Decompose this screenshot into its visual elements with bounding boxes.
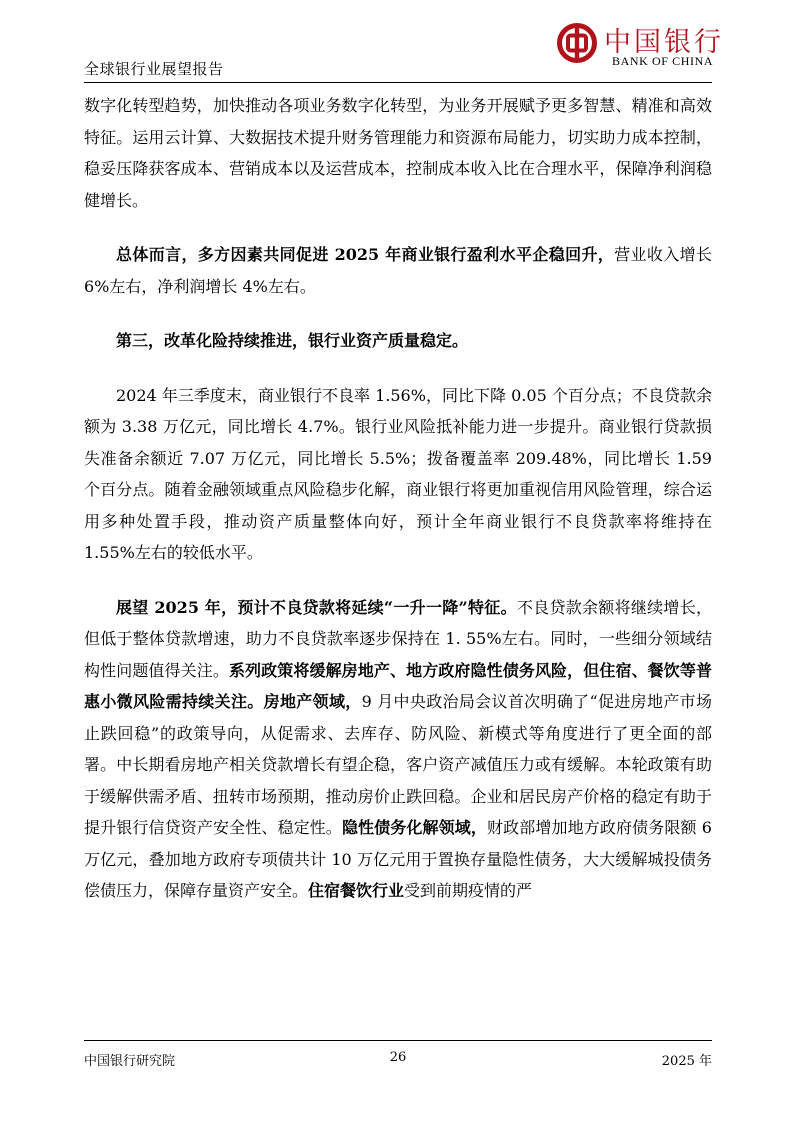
- footer-year: 2025 年: [661, 1054, 712, 1069]
- paragraph-5-bold-2: 系列政策将缓解房地产、地方政府隐性债务风险，但住宿、餐饮等普惠小微风险需持续关注。: [84, 660, 712, 711]
- paragraph-5-bold-5: 住宿餐饮行业: [308, 881, 405, 900]
- paragraph-5-text-4: 受到前期疫情的严: [404, 881, 533, 900]
- page-number: 26: [389, 1050, 407, 1065]
- paragraph-2-bold: 总体而言，多方因素共同促进 2025 年商业银行盈利水平企稳回升，: [116, 245, 615, 264]
- paragraph-5-text-1: 不良贷款余额将继续增长，但低于整体贷款增速，助力不良贷款率逐步保持在 1. 55%左右。同时，一些细分领域结构性问题值得关注。: [84, 597, 712, 680]
- paragraph-4: 2024 年三季度末，商业银行不良率 1.56%，同比下降 0.05 个百分点；不良贷款余额为 3.38 万亿元，同比增长 4.7%。银行业风险抵补能力进一步提升。商业银行贷款损失准备余额近 7.07 万亿元，同比增长 5.5%；拨备覆盖率 209.48%，同比增长 1.59 个百分点。随着金融领域重点风险稳步化解，商业银行将更加重视信用风险管理，综合运用多种处置手段，推动资产质量整体向好，预计全年商业银行不良贷款率将维持在 1.55%左右的较低水平。: [84, 385, 712, 562]
- section-heading: 第三，改革化险持续推进，银行业资产质量稳定。: [116, 331, 469, 350]
- paragraph-5-bold-1: 展望 2025 年，预计不良贷款将延续“一升一降”特征。: [116, 597, 517, 617]
- footer-institute: 中国银行研究院: [84, 1054, 176, 1069]
- bank-emblem-icon: [556, 22, 598, 64]
- paragraph-2-text: 营业收入增长 6%左右，净利润增长 4%左右。: [84, 245, 712, 296]
- footer-divider: [84, 1040, 712, 1041]
- body-content: [84, 90, 712, 907]
- paragraph-5-text-2: 9 月中央政治局会议首次明确了“促进房地产市场止跌回稳”的政策导向，从促需求、去库存、防风险、新模式等角度进行了更全面的部署。中长期看房地产相关贷款增长有望企稳，客户资产减值压力或有缓解。本轮政策有助于缓解供需矛盾、扭转市场预期，推动房价止跌回稳。企业和居民房产价格的稳定有助于提升银行信贷资产安全性、稳定性。: [84, 692, 712, 837]
- page-header: [84, 18, 724, 84]
- paragraph-5-bold-4: 隐性债务化解领域，: [341, 818, 488, 837]
- paragraph-5: [84, 592, 712, 907]
- paragraph-5-text-3: 财政部增加地方政府债务限额 6 万亿元，叠加地方政府专项债共计 10 万亿元用于置换存量隐性债务，大大缓解城投债务偿债压力，保障存量资产安全。: [84, 818, 712, 900]
- header-divider: [84, 82, 712, 83]
- paragraph-5-bold-3: 房地产领域，: [263, 692, 362, 711]
- paragraph-2: [84, 239, 712, 302]
- logo-english-text: BANK OF CHINA: [612, 54, 714, 68]
- report-title: 全球银行业展望报告: [84, 60, 224, 78]
- bank-of-china-logo: [556, 18, 724, 78]
- logo-chinese-text: 中国银行: [604, 27, 724, 58]
- paragraph-1: 数字化转型趋势，加快推动各项业务数字化转型，为业务开展赋予更多智慧、精准和高效特征。运用云计算、大数据技术提升财务管理能力和资源布局能力，切实助力成本控制，稳妥压降获客成本、营销成本以及运营成本，控制成本收入比在合理水平，保障净利润稳健增长。: [84, 96, 712, 210]
- page-footer: [84, 1040, 712, 1070]
